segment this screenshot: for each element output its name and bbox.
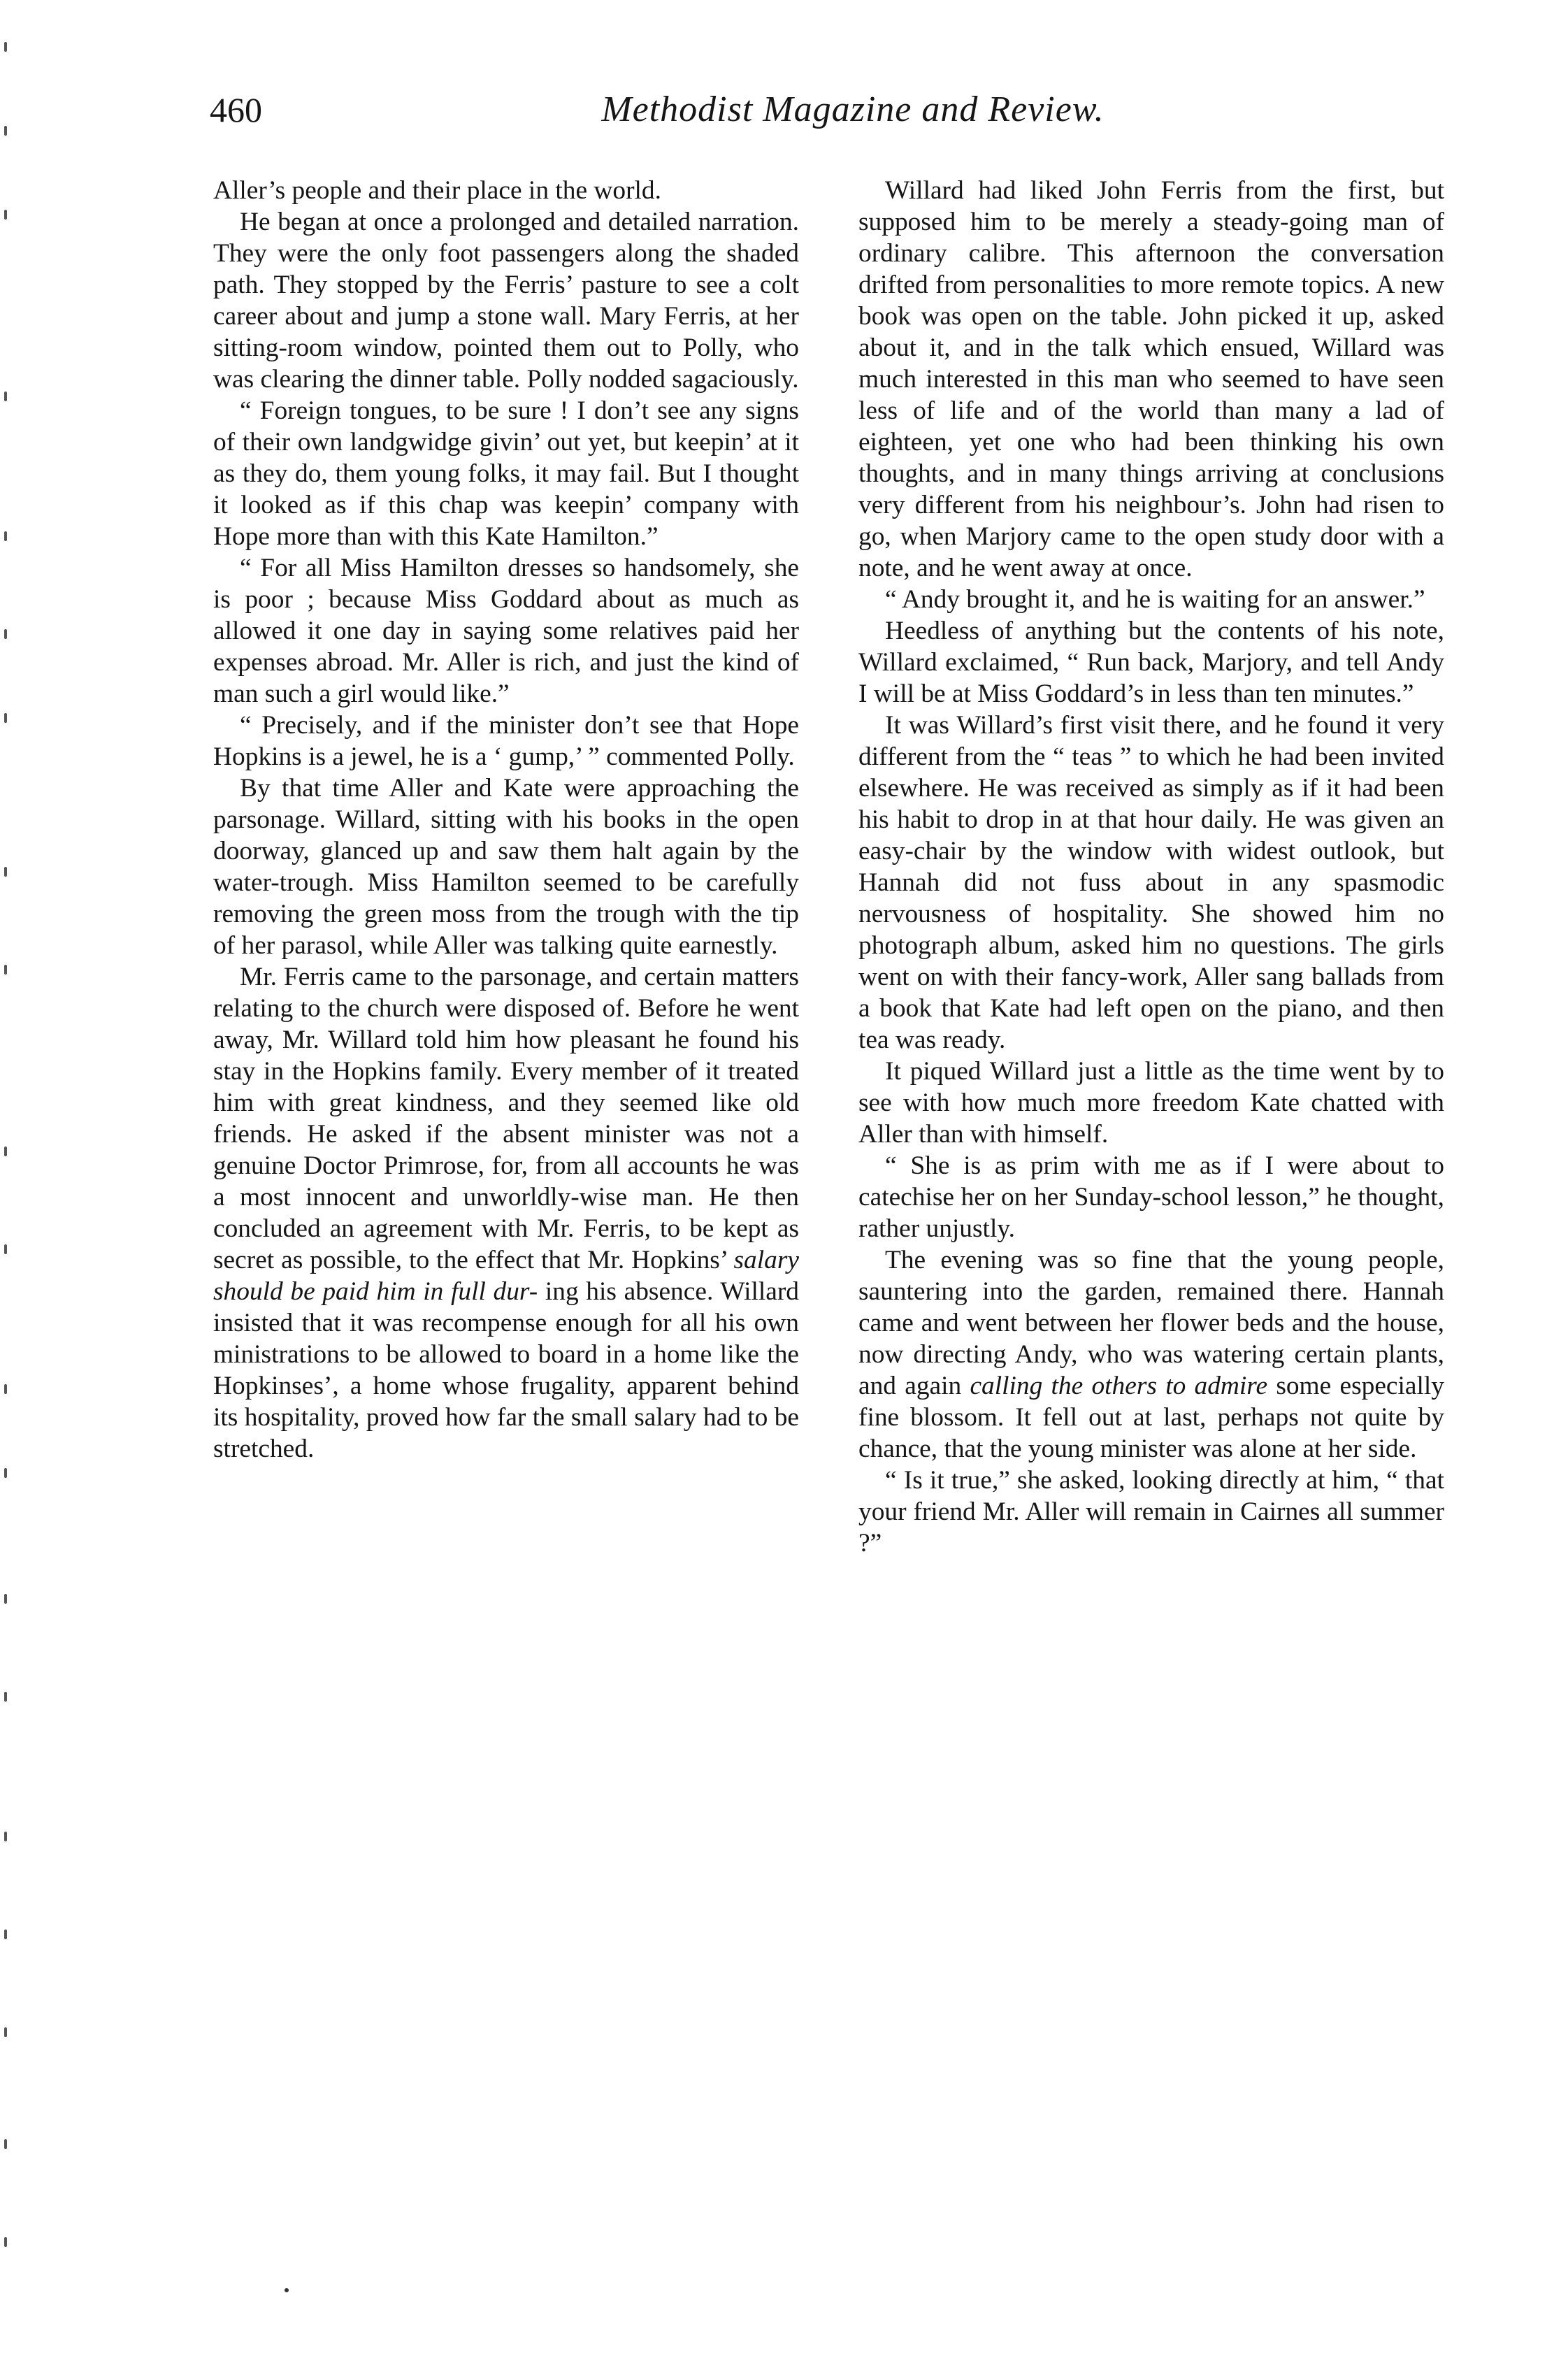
left-margin-scan-marks [0,0,15,2372]
italic-phrase: calling the others to admire [970,1372,1268,1400]
paragraph: It piqued Willard just a little as the time went by to see with how much more freedom Kate chatted with Aller than with himself. [858,1057,1444,1149]
page-header [210,78,1524,141]
paragraph: By that time Aller and Kate were approaching the parsonage. Willard, sitting with his books in the open doorway, glanced up and saw them halt again by the water-trough. Miss Hamilton seemed to be carefully removing the green moss from the trough with the tip of her parasol, while Aller was talking quite earnestly. [213,774,799,960]
paragraph-text: Mr. Ferris came to the parsonage, and certain matters relating to the church were disposed of. Before he went away, Mr. Willard told him how pleasant he found his stay in the Hopkins family. Every member of it treated him with great kindness, and they seemed like old friends. He asked if the absent minister was not a genuine Doctor Primrose, for, from all accounts he was a most innocent and unworldly-wise man. He then concluded an agreement with Mr. Ferris, to be kept as secret as possible, to the effect that Mr. Hopkins’ [213,963,799,1274]
running-title: Methodist Magazine and Review. [601,89,1105,129]
paragraph-text: The evening was so fine that the young people, sauntering into the garden, remained there. Hannah came and went between her flower beds and the house, now directing Andy, who was watering certain plants, and again [858,1246,1444,1400]
paragraph: “ Is it true,” she asked, looking directly at him, “ that your friend Mr. Aller will remain in Cairnes all summer ?” [858,1466,1444,1558]
paragraph-text: ing his absence. Willard insisted that it was recompense enough for all his own ministrations to be allowed to board in a home like the Hopkinses’, a home whose frugality, apparent behind its hospitality, proved how far the small salary had to be stretched. [213,1277,799,1463]
paragraph: “ For all Miss Hamilton dresses so handsomely, she is poor ; because Miss Goddard about as much as allowed it one day in saying some relatives paid her expenses abroad. Mr. Aller is rich, and just the kind of man such a girl would like.” [213,554,799,708]
paragraph: “ Andy brought it, and he is waiting for an answer.” [885,585,1425,614]
paragraph: Heedless of anything but the contents of his note, Willard exclaimed, “ Run back, Marjory, and tell Andy I will be at Miss Goddard’s in less than ten minutes.” [858,617,1444,708]
left-text-column [213,175,799,1465]
right-text-column [858,175,1444,1559]
scan-speck [285,2288,289,2292]
paragraph: It was Willard’s first visit there, and he found it very different from the “ teas ” to which he had been invited elsewhere. He was received as simply as if it had been his habit to drop in at that hour daily. He was given an easy-chair by the window with widest outlook, but Hannah did not fuss about in any spasmodic nervousness of hospitality. She showed him no photograph album, asked him no questions. The girls went on with their fancy-work, Aller sang ballads from a book that Kate had left open on the piano, and then tea was ready. [858,711,1444,1054]
paragraph: Aller’s people and their place in the world. [213,176,661,205]
paragraph: He began at once a prolonged and detailed narration. They were the only foot passengers along the shaded path. They stopped by the Ferris’ pasture to see a colt career about and jump a stone wall. Mary Ferris, at her sitting-room window, pointed them out to Polly, who was clearing the dinner table. Polly nodded sagaciously. [213,208,799,394]
paragraph: “ Precisely, and if the minister don’t see that Hope Hopkins is a jewel, he is a ‘ gump,’ ” commented Polly. [213,711,799,771]
italic-word: salary [733,1246,799,1274]
paragraph-text: some especially fine blossom. It fell out at last, perhaps not quite by chance, that the young minister was alone at her side. [858,1372,1444,1463]
italic-text: should be paid him in full dur- [213,1277,538,1306]
paragraph: “ She is as prim with me as if I were about to catechise her on her Sunday-school lesson,” he thought, rather unjustly. [858,1151,1444,1243]
paragraph [858,1244,1444,1465]
page-number: 460 [210,90,262,129]
paragraph [213,961,799,1465]
paragraph: “ Foreign tongues, to be sure ! I don’t see any signs of their own landgwidge givin’ out yet, but keepin’ at it as they do, them young folks, it may fail. But I thought it looked as if this chap was keepin’ company with Hope more than with this Kate Hamilton.” [213,396,799,551]
paragraph: Willard had liked John Ferris from the first, but supposed him to be merely a steady-going man of ordinary calibre. This afternoon the conversation drifted from personalities to more remote topics. A new book was open on the table. John picked it up, asked about it, and in the talk which ensued, Willard was much interested in this man who seemed to have seen less of life and of the world than many a lad of eighteen, yet one who had been thinking his own thoughts, and in many things arriving at conclusions very different from his neighbour’s. John had risen to go, when Marjory came to the open study door with a note, and he went away at once. [858,176,1444,582]
